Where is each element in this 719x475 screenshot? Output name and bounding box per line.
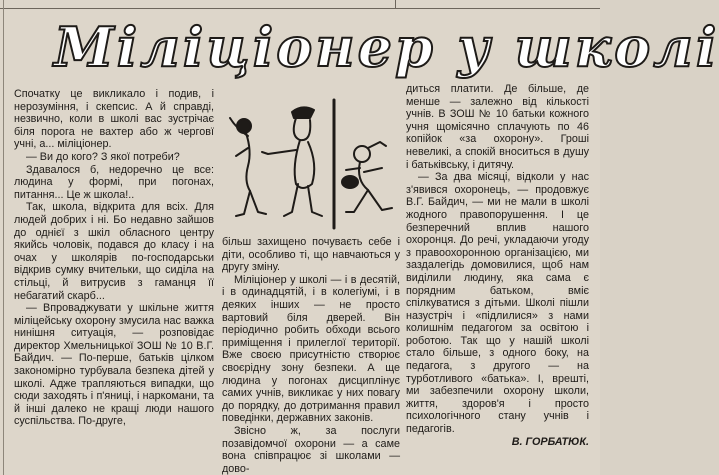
article-column-3 xyxy=(406,83,589,473)
paragraph: — Впроваджувати у шкільне життя міліцейську охорону змусила нас важка нинішня ситуація, — розповідає директор Хмельницької ЗОШ № 10 В.Г. Байдич. — По-перше, батьків цілком закономірно турбувала безпека дітей у школі. Адже трапляються випадки, що сюди заходять і п'яниці, і наркомани, та й інші далеко не кращі люди нашого суспільства. По-друге, xyxy=(14,302,214,428)
article-title: Міліціонер у школі xyxy=(54,15,719,79)
paragraph: Здавалося б, недоречно це все: людина у формі, при погонах, питання... Це ж школа!.. xyxy=(14,163,214,201)
author-signature: В. ГОРБАТЮК. xyxy=(511,435,589,448)
paragraph: більш захищено почуваєть себе і діти, особливо ті, що навчаються у другу зміну. xyxy=(222,236,400,274)
column-divider-top xyxy=(395,0,396,8)
left-border-line xyxy=(3,0,4,475)
article-column-2 xyxy=(222,236,400,475)
top-border-line xyxy=(0,8,600,9)
paragraph: Так, школа, відкрита для всіх. Для людей добрих і ні. Бо недавно зайшов до однієї з шкіл обласного центру якийсь чоловік, подався до класу і на очах у школярів по-господарськи відкрив сумку вчительки, що сиділа на стільці, й витрусив з гаманця її небагатий скарб... xyxy=(14,201,214,302)
paragraph: Звісно ж, за послуги позавідомчої охорони — а саме вона співпрацює зі школами — дово- xyxy=(222,424,400,475)
article-column-1 xyxy=(14,88,214,473)
cartoon-illustration xyxy=(222,96,400,232)
paragraph: Спочатку це викликало і подив, і нерозуміння, і скепсис. А й справді, незвично, коли в школі вас зустрічає біля порога не вахтер або ж черговї учні, а... міліціонер. xyxy=(14,88,214,151)
paragraph: — Ви до кого? З якої потреби? xyxy=(26,150,180,163)
paragraph: — За два місяці, відколи у нас з'явився охоронець, — продовжує В.Г. Байдич, — ми не мали в школі жодного правопорушення. І це безперечний вплив нашого охоронця. До речі, укладаючи угоду з правоохоронною організацією, ми заздалегідь домовилися, щоб нам виділили людину, яка сама є порядним батьком, вміє спілкуватися з дітьми. Школі пішли назустріч і «підлилися» з нами колишнім педагогом за освітою і роботою. Так що у нашій школі стало більше, з одного боку, на педагога, з другого — на турботливого «батька». І, врешті, ми забезпечили охорону школи, життя, здоров'я і просто психологічного стану учнів і педагогів. xyxy=(406,171,589,436)
paragraph: диться платити. Де більше, де менше — залежно від кількості учнів. В ЗОШ № 10 батьки кожного учня щомісячно сплачують по 46 копійок «за охорону». Гроші невеликі, а спокій вноситься в душу і батьківську, і дитячу. xyxy=(406,83,589,171)
paragraph: Міліціонер у школі — і в десятій, і в одинадцятій, і в колегіумі, і в деяких інших — не просто вартовий біля дверей. Він періодично робить обходи всього приміщення і прилеглої території. Вже своєю присутністю створює своєрідну зону безпеки. А ще людина у погонах дисциплінує самих учнів, викликає у них повагу до порядку, до дотримання правил поведінки, державних законів. xyxy=(222,273,400,425)
